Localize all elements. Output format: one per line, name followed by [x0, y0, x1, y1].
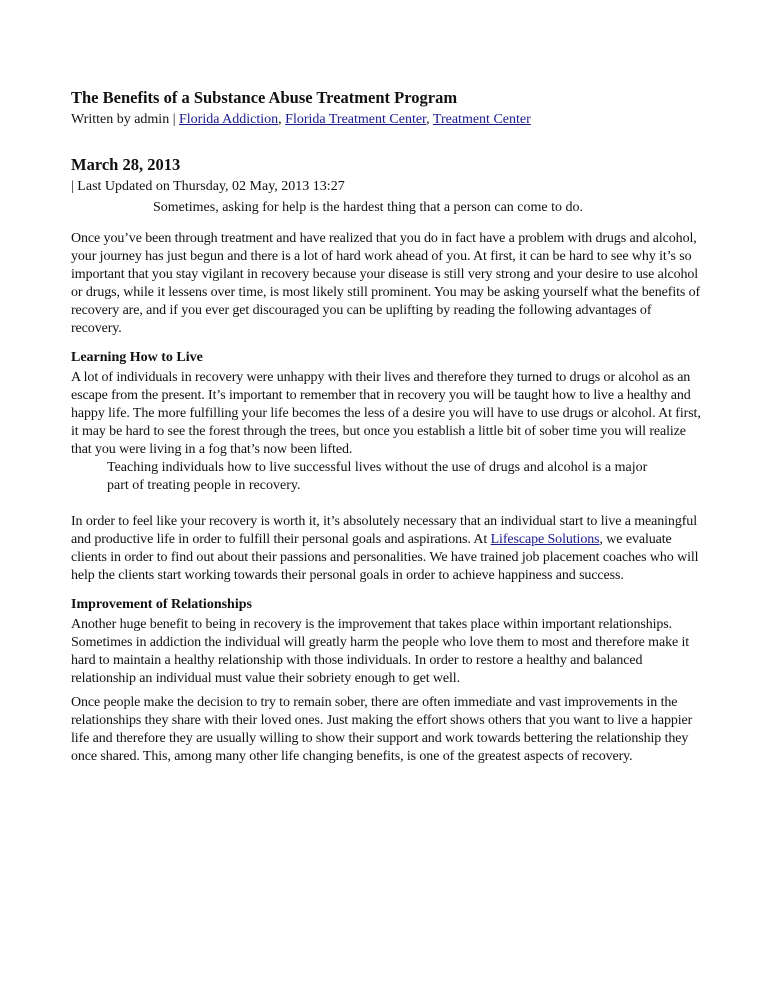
- tag-link-florida-addiction[interactable]: Florida Addiction: [179, 112, 279, 127]
- intro-paragraph: Once you’ve been through treatment and have realized that you do in fact have a problem with drugs and alcohol, your journey has just begun and there is a lot of hard work ahead of you. At first, it can be hard to see why it’s so important that you stay vigilant in recovery because your disease is still very strong and your desire to use alcohol or drugs, while it lessens over time, is most likely still prominent. You may be asking yourself what the benefits of recovery are, and if you ever get discouraged you can be uplifting by reading the following advantages of recovery.: [71, 231, 701, 336]
- article-date: March 28, 2013: [71, 155, 181, 174]
- tag-separator: ,: [278, 112, 286, 127]
- tag-link-treatment-center[interactable]: Treatment Center: [432, 112, 531, 127]
- tag-link-florida-treatment-center[interactable]: Florida Treatment Center: [285, 112, 427, 127]
- section-heading-learning-how-to-live: Learning How to Live: [71, 350, 203, 365]
- recovery-worth-text-before: In order to feel like your recovery is worth it, it’s absolutely necessary that an individual start to live a meaningful and productive life in order to fulfill their personal goals and aspirations. At: [71, 514, 697, 547]
- relationships-paragraph-2: Once people make the decision to try to remain sober, there are often immediate and vast improvements in the relationships they share with their loved ones. Just making the effort shows others that you want to live a happier life and therefore they are usually willing to show their support and work towards bettering the relationship they once shared. This, among many other life changing benefits, is one of the greatest aspects of recovery.: [71, 695, 693, 764]
- section-heading-improvement-of-relationships: Improvement of Relationships: [71, 597, 252, 612]
- pull-quote: Teaching individuals how to live successful lives without the use of drugs and alcohol is a major part of treating people in recovery.: [107, 460, 648, 493]
- article-title: The Benefits of a Substance Abuse Treatment Program: [71, 88, 458, 107]
- byline: [71, 111, 701, 129]
- document-page: [71, 88, 701, 766]
- lifescape-solutions-link[interactable]: Lifescape Solutions: [490, 532, 600, 547]
- recovery-worth-paragraph: [71, 513, 701, 585]
- byline-author: Written by admin |: [71, 112, 179, 127]
- lead-sentence: Sometimes, asking for help is the hardest thing that a person can come to do.: [153, 200, 584, 215]
- recovery-worth-text-after: , we evaluate clients in order to find out about their passions and personalities. We have trained job placement coaches who will help the clients start working towards their personal goals in order to achieve happiness and success.: [71, 532, 699, 583]
- tag-separator: ,: [426, 112, 433, 127]
- living-paragraph: A lot of individuals in recovery were unhappy with their lives and therefore they turned to drugs or alcohol as an escape from the present. It’s important to remember that in recovery you will be taught how to live a healthy and happy life. The more fulfilling your life becomes the less of a desire you will have to use drugs or alcohol. At first, it may be hard to see the forest through the trees, but once you establish a little bit of sober time you will realize that you were living in a fog that’s now been lifted.: [71, 370, 701, 457]
- last-updated: | Last Updated on Thursday, 02 May, 2013 13:27: [71, 179, 345, 194]
- relationships-paragraph-1: Another huge benefit to being in recovery is the improvement that takes place within important relationships. Sometimes in addiction the individual will greatly harm the people who love them to most and therefore make it hard to maintain a healthy relationship with those individuals. In order to restore a healthy and balanced relationship an individual must value their sobriety enough to get well.: [71, 617, 690, 686]
